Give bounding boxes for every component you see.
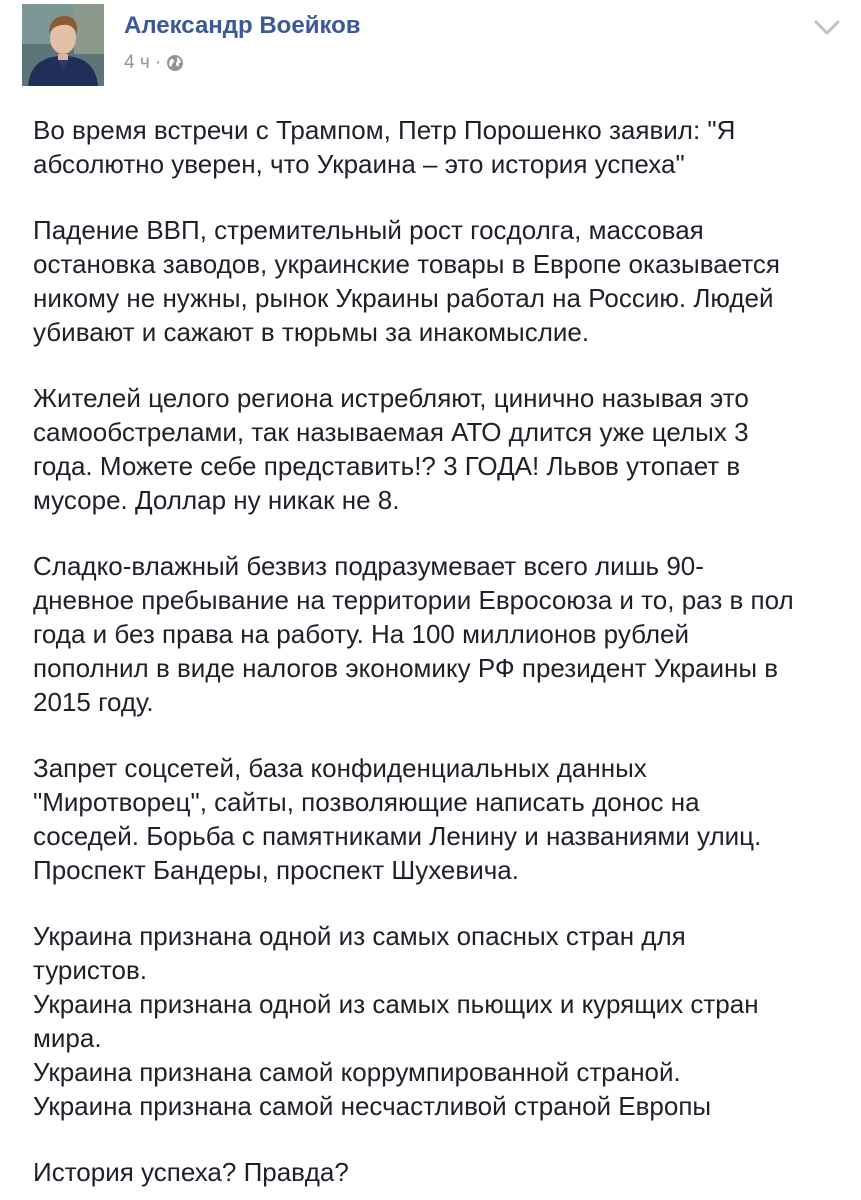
globe-icon [166,54,184,72]
post-timestamp[interactable]: 4 ч [124,52,150,73]
post-text-line: убивают и сажают в тюрьмы за инакомыслие. [33,317,590,347]
post-text-line: мира. [33,1023,102,1053]
post-text-line: Жителей целого региона истребляют, цинично называя это [33,383,749,413]
post-text-line: Сладко-влажный безвиз подразумевает всего лишь 90- [33,551,704,581]
post-text-line: Украина признана одной из самых опасных стран для [33,921,686,951]
post-text-line: 2015 году. [33,687,154,717]
post-text-line: Украина признана самой коррумпированной страной. [33,1057,681,1087]
post-text-line: дневное пребывание на территории Евросоюза и то, раз в пол [33,585,794,615]
post-meta [124,52,184,74]
post-paragraph [33,1155,848,1189]
post-text-line: самообстрелами, так называемая АТО длится уже целых 3 [33,417,749,447]
post-text-line: Запрет соцсетей, база конфиденциальных данных [33,753,647,783]
post-text-line: Украина признана одной из самых пьющих и курящих стран [33,989,759,1019]
post-paragraph [33,751,848,887]
post-text-line: мусоре. Доллар ну никак не 8. [33,485,400,515]
post-text-line: никому не нужны, рынок Украины работал на Россию. Людей [33,283,774,313]
post-header [0,0,861,100]
post-body [33,113,848,1189]
post-text-line: абсолютно уверен, что Украина – это история успеха" [33,149,685,179]
meta-separator: · [154,52,162,73]
post-paragraph [33,381,848,517]
avatar-image [22,4,104,86]
post-paragraph [33,919,848,1123]
avatar[interactable] [22,4,104,86]
post-text-line: соседей. Борьба с памятниками Ленину и названиями улиц. [33,821,762,851]
post-paragraph [33,113,848,181]
post-text-line: туристов. [33,955,148,985]
post-text-line: остановка заводов, украинские товары в Европе оказывается [33,249,780,279]
post-text-line: года и без права на работу. На 100 миллионов рублей [33,619,690,649]
post-text-line: Во время встречи с Трампом, Петр Порошенко заявил: "Я [33,115,736,145]
post-text-line: "Миротворец", сайты, позволяющие написать донос на [33,787,700,817]
author-name[interactable]: Александр Воейков [124,12,361,39]
post-text-line: Падение ВВП, стремительный рост госдолга, массовая [33,215,704,245]
post-text-line: года. Можете себе представить!? 3 ГОДА! Львов утопает в [33,451,741,481]
post-text-line: Украина признана самой несчастливой страной Европы [33,1091,712,1121]
post-text-line: Проспект Бандеры, проспект Шухевича. [33,855,519,885]
post-paragraph [33,213,848,349]
post-paragraph [33,549,848,719]
chevron-down-icon[interactable] [812,16,842,40]
post-text-line: История успеха? Правда? [33,1157,349,1187]
post-text-line: пополнил в виде налогов экономику РФ президент Украины в [33,653,779,683]
